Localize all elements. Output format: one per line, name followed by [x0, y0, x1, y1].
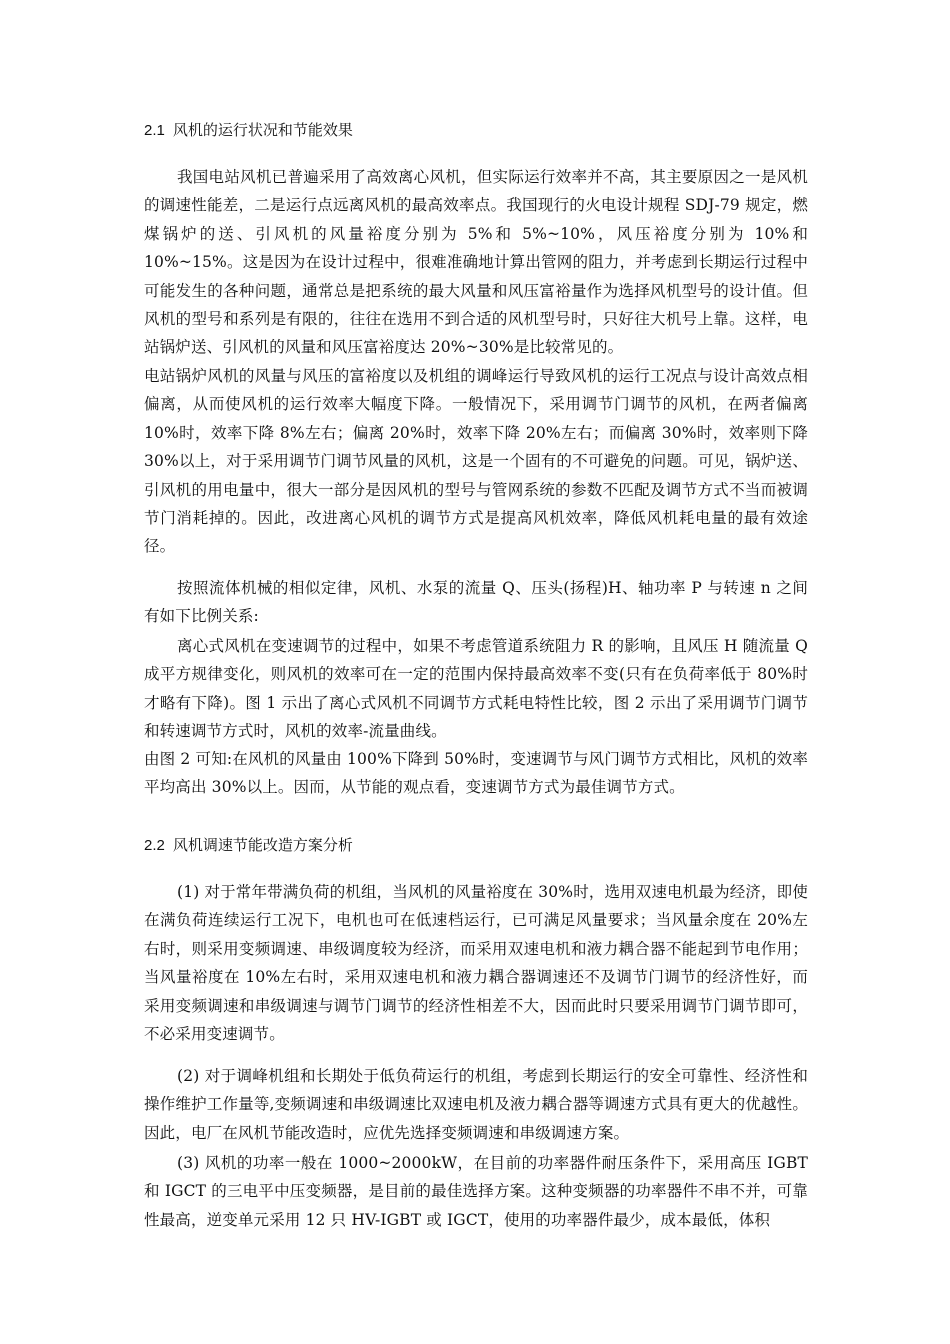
paragraph: 由图 2 可知:在风机的风量由 100%下降到 50%时，变速调节与风门调节方式相比，风机的效率平均高出 30%以上。因而，从节能的观点看，变速调节方式为最佳调节方式。	[144, 750, 808, 797]
section-number: 2.1	[144, 122, 165, 139]
paragraph: (3) 风机的功率一般在 1000~2000kW，在目前的功率器件耐压条件下，采用高压 IGBT 和 IGCT 的三电平中压变频器，是目前的最佳选择方案。这种变频器的功率器件不串不并，可靠性最高，逆变单元采用 12 只 HV-IGBT 或 IGCT，使用的功率器件最少，成本最低，体积	[144, 1154, 808, 1229]
section-heading-2-2	[144, 834, 353, 857]
section-title: 风机调速节能改造方案分析	[172, 836, 353, 854]
section-number: 2.2	[144, 837, 165, 854]
paragraph: (1) 对于常年带满负荷的机组，当风机的风量裕度在 30%时，选用双速电机最为经济，即使在满负荷连续运行工况下，电机也可在低速档运行，已可满足风量要求；当风量余度在 20%左右时，则采用变频调速、串级调度较为经济，而采用双速电机和液力耦合器不能起到节电作用；当风量裕度在 10%左右时，采用双速电机和液力耦合器调速还不及调节门调节的经济性好，而采用变频调速和串级调速与调节门调节的经济性相差不大，因而此时只要采用调节门调节即可，不必采用变速调节。	[144, 883, 808, 1044]
paragraph: 电站锅炉风机的风量与风压的富裕度以及机组的调峰运行导致风机的运行工况点与设计高效点相偏离，从而使风机的运行效率大幅度下降。一般情况下，采用调节门调节的风机，在两者偏离 10%时，效率下降 8%左右；偏离 20%时，效率下降 20%左右；而偏离 30%时，效率则下降 30%以上，对于采用调节门调节风量的风机，这是一个固有的不可避免的问题。可见，锅炉送、引风机的用电量中，很大一部分是因风机的型号与管网系统的参数不匹配及调节方式不当而被调节门消耗掉的。因此，改进离心风机的调节方式是提高风机效率，降低风机耗电量的最有效途径。	[144, 367, 808, 556]
paragraph: 离心式风机在变速调节的过程中，如果不考虑管道系统阻力 R 的影响，且风压 H 随流量 Q 成平方规律变化，则风机的效率可在一定的范围内保持最高效率不变(只有在负荷率低于 80%时才略有下降)。图 1 示出了离心式风机不同调节方式耗电特性比较，图 2 示出了采用调节门调节和转速调节方式时，风机的效率-流量曲线。	[144, 637, 808, 741]
section-title: 风机的运行状况和节能效果	[172, 121, 353, 139]
paragraph: 我国电站风机已普遍采用了高效离心风机，但实际运行效率并不高，其主要原因之一是风机的调速性能差，二是运行点远离风机的最高效率点。我国现行的火电设计规程 SDJ-79 规定，燃煤锅炉的送、引风机的风量裕度分别为 5%和 5%~10%，风压裕度分别为 10%和 10%~15%。这是因为在设计过程中，很难准确地计算出管网的阻力，并考虑到长期运行过程中可能发生的各种问题，通常总是把系统的最大风量和风压富裕量作为选择风机型号的设计值。但风机的型号和系列是有限的，往往在选用不到合适的风机型号时，只好往大机号上靠。这样，电站锅炉送、引风机的风量和风压富裕度达 20%~30%是比较常见的。	[144, 168, 808, 357]
paragraph: (2) 对于调峰机组和长期处于低负荷运行的机组，考虑到长期运行的安全可靠性、经济性和操作维护工作量等,变频调速和串级调速比双速电机及液力耦合器等调速方式具有更大的优越性。因此，电厂在风机节能改造时，应优先选择变频调速和串级调速方案。	[144, 1067, 808, 1142]
paragraph: 按照流体机械的相似定律，风机、水泵的流量 Q、压头(扬程)H、轴功率 P 与转速 n 之间有如下比例关系:	[144, 579, 808, 626]
section-heading-2-1	[144, 119, 353, 142]
